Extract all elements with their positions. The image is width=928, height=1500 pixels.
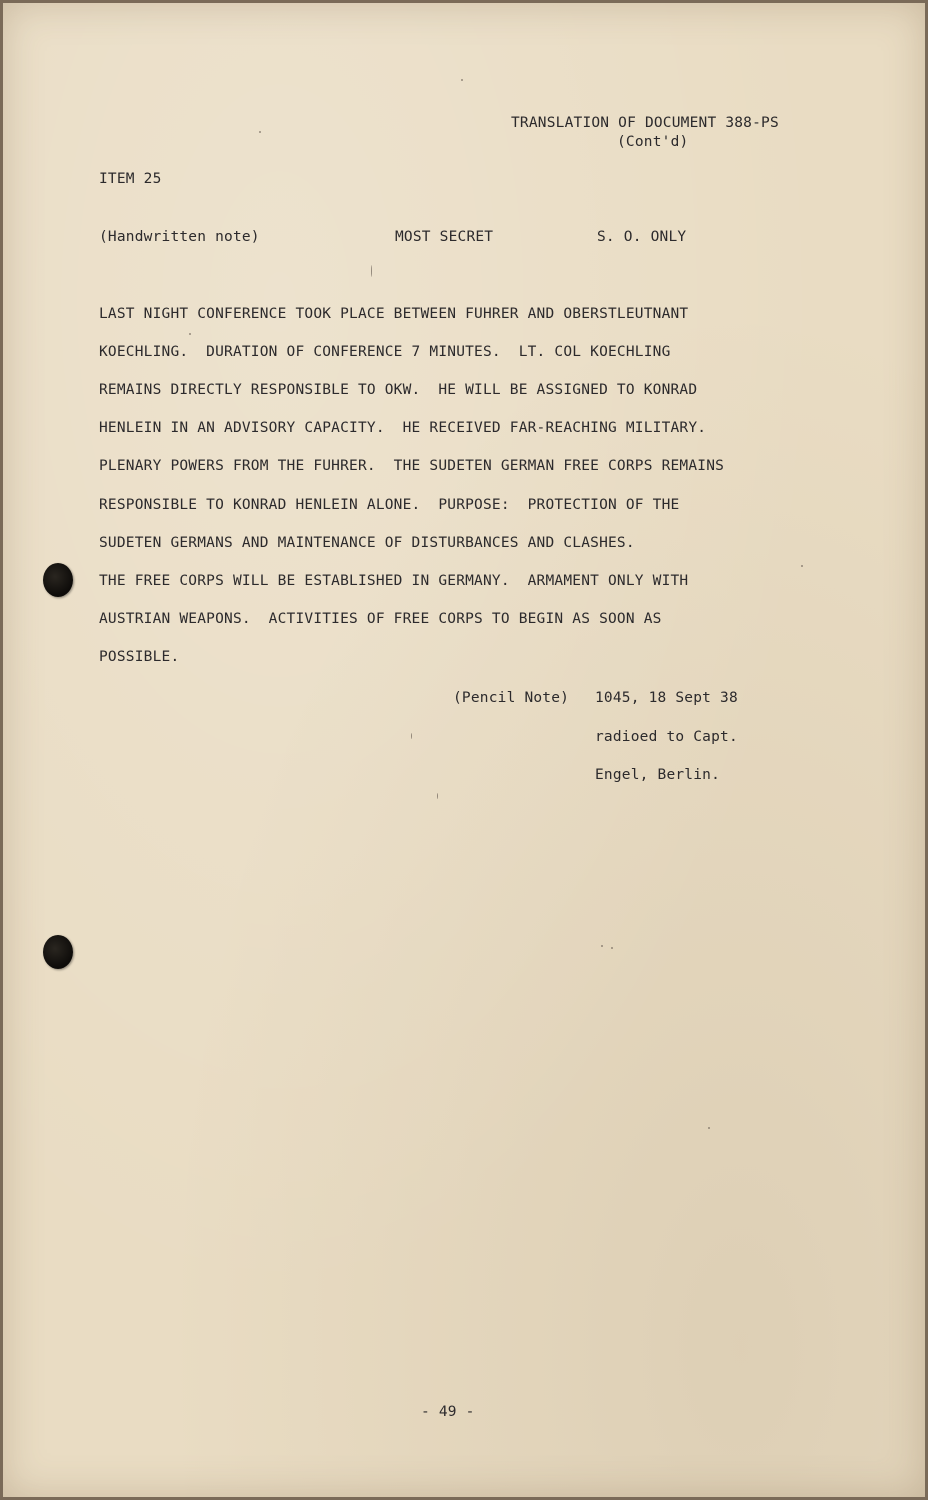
paper-speck (259, 131, 261, 133)
body-line: PLENARY POWERS FROM THE FUHRER. THE SUDETEN GERMAN FREE CORPS REMAINS (99, 458, 725, 474)
body-line: POSSIBLE. (99, 649, 180, 665)
header-subtitle: (Cont'd) (617, 134, 689, 150)
paper-speck (411, 733, 412, 739)
punch-hole (43, 935, 73, 969)
body-line: LAST NIGHT CONFERENCE TOOK PLACE BETWEEN FUHRER AND OBERSTLEUTNANT (99, 306, 689, 322)
punch-hole (43, 563, 73, 597)
paper-speck (461, 79, 463, 81)
paper-speck (437, 793, 438, 799)
pencil-note-label: (Pencil Note) (453, 690, 570, 706)
handwritten-note-label: (Handwritten note) (99, 229, 260, 245)
distribution-label: S. O. ONLY (597, 229, 687, 245)
paper-speck (611, 947, 613, 949)
body-line: THE FREE CORPS WILL BE ESTABLISHED IN GERMANY. ARMAMENT ONLY WITH (99, 573, 689, 589)
pencil-note-line: radioed to Capt. (595, 729, 738, 745)
pencil-note-line: 1045, 18 Sept 38 (595, 690, 738, 706)
paper-speck (708, 1127, 710, 1129)
pencil-note-line: Engel, Berlin. (595, 767, 721, 783)
body-line: KOECHLING. DURATION OF CONFERENCE 7 MINUTES. LT. COL KOECHLING (99, 344, 671, 360)
page-number: - 49 - (421, 1404, 475, 1420)
paper-speck (601, 945, 603, 947)
header-title: TRANSLATION OF DOCUMENT 388-PS (511, 115, 779, 131)
paper-speck (801, 565, 803, 567)
body-line: RESPONSIBLE TO KONRAD HENLEIN ALONE. PURPOSE: PROTECTION OF THE (99, 497, 680, 513)
body-line: SUDETEN GERMANS AND MAINTENANCE OF DISTURBANCES AND CLASHES. (99, 535, 635, 551)
classification-secret: MOST SECRET (395, 229, 494, 245)
body-line: AUSTRIAN WEAPONS. ACTIVITIES OF FREE CORPS TO BEGIN AS SOON AS (99, 611, 662, 627)
body-line: REMAINS DIRECTLY RESPONSIBLE TO OKW. HE WILL BE ASSIGNED TO KONRAD (99, 382, 698, 398)
paper-speck (371, 265, 372, 277)
body-line: HENLEIN IN AN ADVISORY CAPACITY. HE RECEIVED FAR-REACHING MILITARY. (99, 420, 707, 436)
document-page (3, 3, 925, 1497)
paper-speck (189, 333, 191, 335)
item-label: ITEM 25 (99, 171, 162, 187)
